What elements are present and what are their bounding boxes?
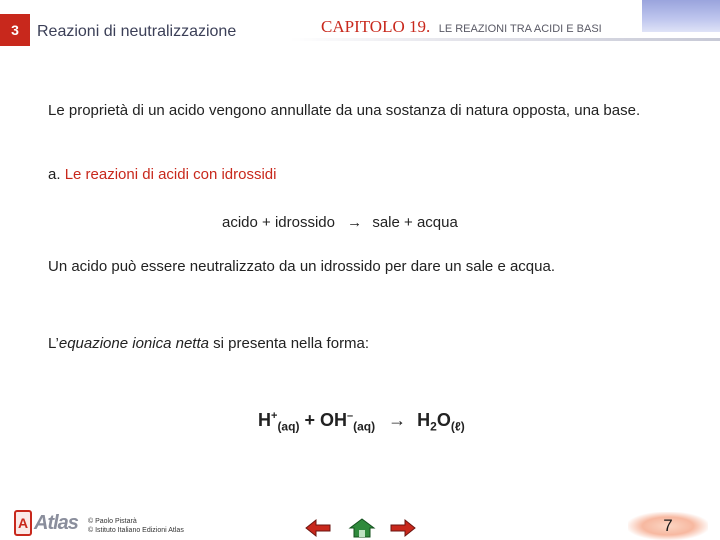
- section-number-badge: 3: [0, 14, 30, 46]
- water-o: O: [436, 410, 451, 430]
- atlas-logo-text: Atlas: [34, 511, 78, 534]
- credit-publisher: © Istituto Italiano Edizioni Atlas: [88, 527, 184, 534]
- hydrogen-state: (aq): [277, 419, 300, 434]
- intro-paragraph: Le proprietà di un acido vengono annullate da una sostanza di natura opposta, una base.: [48, 102, 641, 119]
- reaction-arrow-icon: →: [388, 410, 407, 430]
- hydrogen-ion: H: [258, 410, 271, 430]
- corner-decoration: [642, 0, 720, 32]
- section-title: Reazioni di neutralizzazione: [37, 23, 237, 40]
- page-number: 7: [628, 512, 708, 540]
- word-equation: [222, 214, 458, 231]
- hydroxide-ion: OH: [319, 410, 347, 430]
- reaction-arrow-icon: →: [347, 214, 363, 231]
- water-state: (ℓ): [450, 419, 465, 434]
- arrow-left-icon: [304, 518, 332, 538]
- chapter-header: [321, 17, 602, 37]
- atlas-logo: [14, 508, 78, 538]
- home-button[interactable]: [347, 517, 377, 539]
- ionic-intro-prefix: L’: [48, 335, 59, 352]
- subsection-title: Le reazioni di acidi con idrossidi: [64, 166, 277, 183]
- neutralization-statement: Un acido può essere neutralizzato da un idrossido per dare un sale e acqua.: [48, 258, 555, 275]
- water-subscript: 2: [430, 419, 437, 434]
- credit-author: © Paolo Pistarà: [88, 518, 137, 525]
- ionic-intro-suffix: si presenta nella forma:: [208, 335, 370, 352]
- next-button[interactable]: [388, 517, 418, 539]
- hydrogen-charge: +: [271, 410, 278, 422]
- hydroxide-charge: –: [346, 410, 354, 422]
- home-icon: [348, 517, 376, 539]
- ionic-equation: [258, 410, 465, 434]
- ionic-equation-intro: [48, 335, 369, 352]
- atlas-logo-mark: A: [14, 510, 32, 536]
- back-button[interactable]: [303, 517, 333, 539]
- header-divider: [290, 38, 720, 41]
- chapter-label: CAPITOLO 19.: [321, 17, 431, 36]
- subsection-letter: a.: [48, 166, 61, 183]
- arrow-right-icon: [389, 518, 417, 538]
- plus-sign: +: [304, 410, 315, 430]
- word-equation-reactants: acido + idrossido: [222, 214, 335, 231]
- chapter-subtitle: LE REAZIONI TRA ACIDI E BASI: [438, 23, 602, 35]
- credits: [88, 517, 184, 535]
- ionic-intro-emphasis: equazione ionica netta: [58, 335, 209, 352]
- hydroxide-state: (aq): [353, 419, 376, 434]
- word-equation-products: sale + acqua: [372, 214, 458, 231]
- water-h: H: [417, 410, 431, 430]
- subsection-heading: [48, 166, 276, 183]
